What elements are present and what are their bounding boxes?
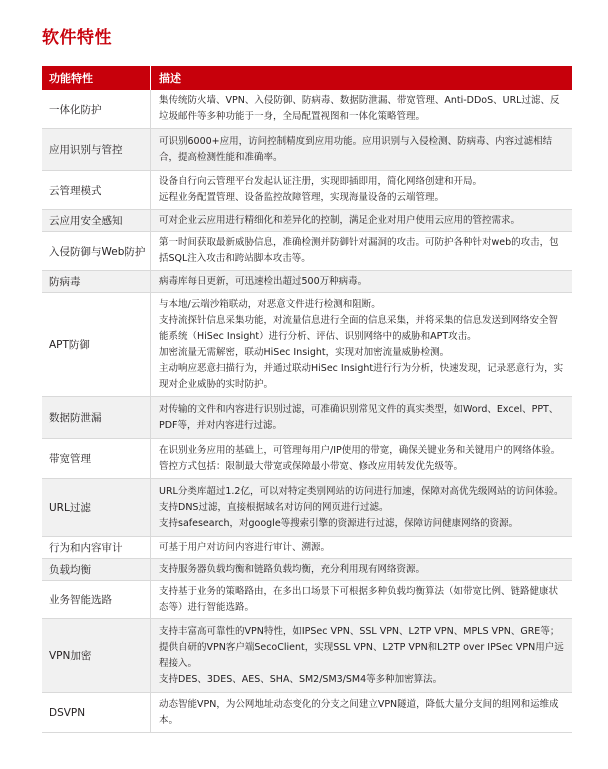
- description-line: 与本地/云端沙箱联动，对恶意文件进行检测和阻断。: [159, 298, 381, 310]
- table-row: [42, 537, 572, 559]
- table-header: [42, 66, 572, 90]
- feature-name: 云管理模式: [49, 184, 102, 197]
- description-line: 集传统防火墙、VPN、入侵防御、防病毒、数据防泄漏、带宽管理、Anti-DDoS、URL过滤、反垃圾邮件等多种功能于一身，全局配置视图和一体化策略管理。: [159, 95, 560, 122]
- table-row: [42, 479, 572, 537]
- description-line: 可对企业云应用进行精细化和差异化的控制，满足企业对用户使用云应用的管控需求。: [159, 214, 521, 226]
- header-feature: 功能特性: [49, 72, 93, 85]
- feature-table: [42, 66, 572, 733]
- feature-name: 防病毒: [49, 276, 81, 288]
- feature-description: [150, 537, 572, 558]
- description-line: 支持DNS过滤，直接根据域名对访问的网页进行过滤。: [159, 501, 389, 513]
- table-row: [42, 171, 572, 210]
- feature-description: [150, 232, 572, 270]
- table-row: [42, 210, 572, 232]
- feature-description: [150, 439, 572, 478]
- description-line: 在识别业务应用的基础上，可管理每用户/IP使用的带宽，确保关键业务和关键用户的网络体验。管控方式包括：限制最大带宽或保障最小带宽、修改应用转发优先级等。: [159, 444, 561, 472]
- feature-name: 行为和内容审计: [49, 542, 123, 554]
- feature-description: [150, 129, 572, 170]
- feature-description: [150, 293, 572, 396]
- feature-description: [150, 90, 572, 128]
- feature-description: [150, 581, 572, 618]
- feature-name: APT防御: [49, 339, 90, 351]
- table-row: [42, 293, 572, 397]
- table-row: [42, 271, 572, 293]
- feature-name: DSVPN: [49, 706, 86, 719]
- feature-name: 应用识别与管控: [49, 144, 123, 156]
- description-line: 主动响应恶意扫描行为，并通过联动HiSec Insight进行行为分析，快速发现，记录恶意行为，实现对企业威胁的实时防护。: [159, 362, 564, 390]
- table-row: [42, 90, 572, 129]
- description-line: 支持流探针信息采集功能，对流量信息进行全面的信息采集，并将采集的信息发送到网络安全智能系统（HiSec Insight）进行分析、评估、识别网络中的威胁和APT攻击。: [159, 314, 559, 342]
- description-line: 支持safesearch，对google等搜索引擎的资源进行过滤，保障访问健康网络的资源。: [159, 517, 519, 529]
- header-description: 描述: [150, 66, 572, 90]
- feature-name: URL过滤: [49, 502, 91, 514]
- description-line: 可基于用户对访问内容进行审计、溯源。: [159, 541, 331, 553]
- feature-name: 数据防泄漏: [49, 412, 102, 424]
- feature-description: [150, 619, 572, 692]
- feature-description: [150, 559, 572, 580]
- description-line: 远程业务配置管理、设备监控故障管理，实现海量设备的云端管理。: [159, 192, 445, 203]
- table-row: [42, 439, 572, 479]
- feature-name: 业务智能选路: [49, 594, 112, 606]
- feature-name: VPN加密: [49, 650, 92, 662]
- feature-name: 一体化防护: [49, 103, 102, 116]
- description-line: 病毒库每日更新，可迅速检出超过500万种病毒。: [159, 275, 368, 287]
- table-row: [42, 693, 572, 733]
- feature-name: 负载均衡: [49, 564, 91, 576]
- table-body: [42, 90, 572, 733]
- description-line: 设备自行向云管理平台发起认证注册，实现即插即用，简化网络创建和开局。: [159, 176, 483, 187]
- description-line: 对传输的文件和内容进行识别过滤，可准确识别常见文件的真实类型，如Word、Excel、PPT、PDF等，并对内容进行过滤。: [159, 403, 559, 431]
- table-row: [42, 397, 572, 439]
- feature-description: [150, 210, 572, 231]
- table-row: [42, 232, 572, 271]
- description-line: 动态智能VPN，为公网地址动态变化的分支之间建立VPN隧道，降低大量分支间的组网和运维成本。: [159, 698, 559, 726]
- description-line: 可识别6000+应用，访问控制精度到应用功能。应用识别与入侵检测、防病毒、内容过滤相结合，提高检测性能和准确率。: [159, 135, 553, 163]
- description-line: URL分类库超过1.2亿，可以对特定类别网站的访问进行加速，保障对高优先级网站的访问体验。: [159, 485, 564, 497]
- feature-description: [150, 397, 572, 438]
- description-line: 支持DES、3DES、AES、SHA、SM2/SM3/SM4等多种加密算法。: [159, 673, 443, 685]
- section-title: 软件特性: [42, 28, 112, 48]
- description-line: 支持丰富高可靠性的VPN特性，如IPSec VPN、SSL VPN、L2TP VPN、MPLS VPN、GRE等；提供自研的VPN客户端SecoClient，实现SSL VPN、L2TP VPN和L2TP over IPSec VPN用户远程接入。: [159, 625, 564, 669]
- description-line: 第一时间获取最新威胁信息，准确检测并防御针对漏洞的攻击。可防护各种针对web的攻击，包括SQL注入攻击和跨站脚本攻击等。: [159, 237, 559, 264]
- feature-description: [150, 693, 572, 732]
- feature-description: [150, 171, 572, 209]
- table-row: [42, 619, 572, 693]
- description-line: 支持服务器负载均衡和链路负载均衡，充分利用现有网络资源。: [159, 563, 426, 575]
- description-line: 加密流量无需解密，联动HiSec Insight，实现对加密流量威胁检测。: [159, 346, 450, 358]
- description-line: 支持基于业务的策略路由，在多出口场景下可根据多种负载均衡算法（如带宽比例、链路健康状态等）进行智能选路。: [159, 585, 559, 613]
- feature-name: 入侵防御与Web防护: [49, 245, 146, 258]
- table-row: [42, 129, 572, 171]
- table-row: [42, 559, 572, 581]
- feature-description: [150, 479, 572, 536]
- feature-name: 云应用安全感知: [49, 215, 123, 227]
- feature-name: 带宽管理: [49, 453, 91, 465]
- table-row: [42, 581, 572, 619]
- feature-description: [150, 271, 572, 292]
